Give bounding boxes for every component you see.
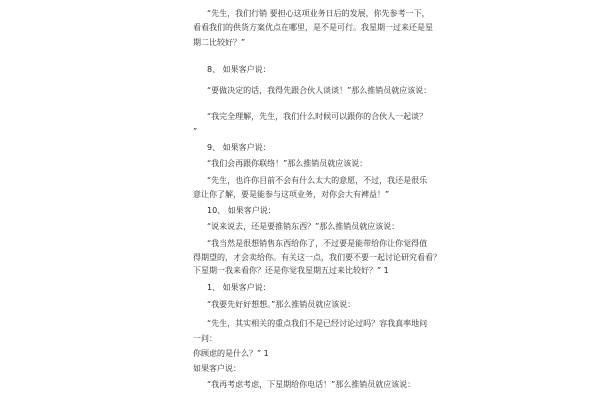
text-line-8: 9、 如果客户说：: [207, 143, 271, 152]
text-line-19: “先生，其实相关的重点我们不是已经讨论过吗？容我真率地问: [207, 319, 428, 328]
text-line-6: “我完全理解，先生，我们什么时候可以跟你的合伙人一起谈？: [207, 112, 428, 121]
text-line-21: 你顾虑的是什么？” 1: [193, 349, 269, 358]
text-line-22: 如果客户说：: [193, 364, 241, 373]
text-line-18: “我要先好好想想。”那么推销员就应该说：: [207, 300, 356, 309]
text-line-4: 8、 如果客户说：: [207, 65, 271, 74]
text-line-11: 意让你了解，要是能参与这项业务，对你会大有裨益！”: [193, 190, 390, 199]
text-line-10: “先生，也许你目前不会有什么太大的意愿，不过，我还是很乐: [207, 176, 428, 185]
text-line-17: 1、 如果客户说：: [207, 283, 271, 292]
text-line-1: “先生，我们行销 要担心这项业务日后的发展，你先参考一下，: [207, 9, 430, 18]
text-line-2: 看看我们的供货方案优点在哪里，是不是可行。我星期一过来还是星: [193, 23, 433, 32]
text-line-9: “我们会再跟你联络！”那么推销员就应该说：: [207, 159, 368, 168]
text-line-7: ”: [193, 127, 198, 136]
text-line-23: “我再考虑考虑，下星期给你电话！”那么推销员就应该说：: [207, 380, 416, 389]
text-line-3: 期二比较好？”: [193, 38, 246, 47]
text-line-16: 下星期一我来看你？还是你觉我星期五过来比较好？” 1: [193, 266, 389, 275]
text-line-12: 10、 如果客户说：: [207, 206, 276, 215]
text-line-14: “我当然是很想销售东西给你了，不过要是能带给你让你觉得值: [207, 239, 428, 248]
text-line-15: 得期望的，才会卖给你。有关这一点，我们要不要一起讨论研究看看？: [193, 253, 441, 262]
text-line-5: “要做决定的话，我得先跟合伙人谈谈！”那么推销员就应该说：: [207, 86, 432, 95]
text-line-13: “说来说去，还是要推销东西？”那么推销员就应该说：: [207, 222, 400, 231]
text-line-20: 一问：: [193, 334, 217, 343]
